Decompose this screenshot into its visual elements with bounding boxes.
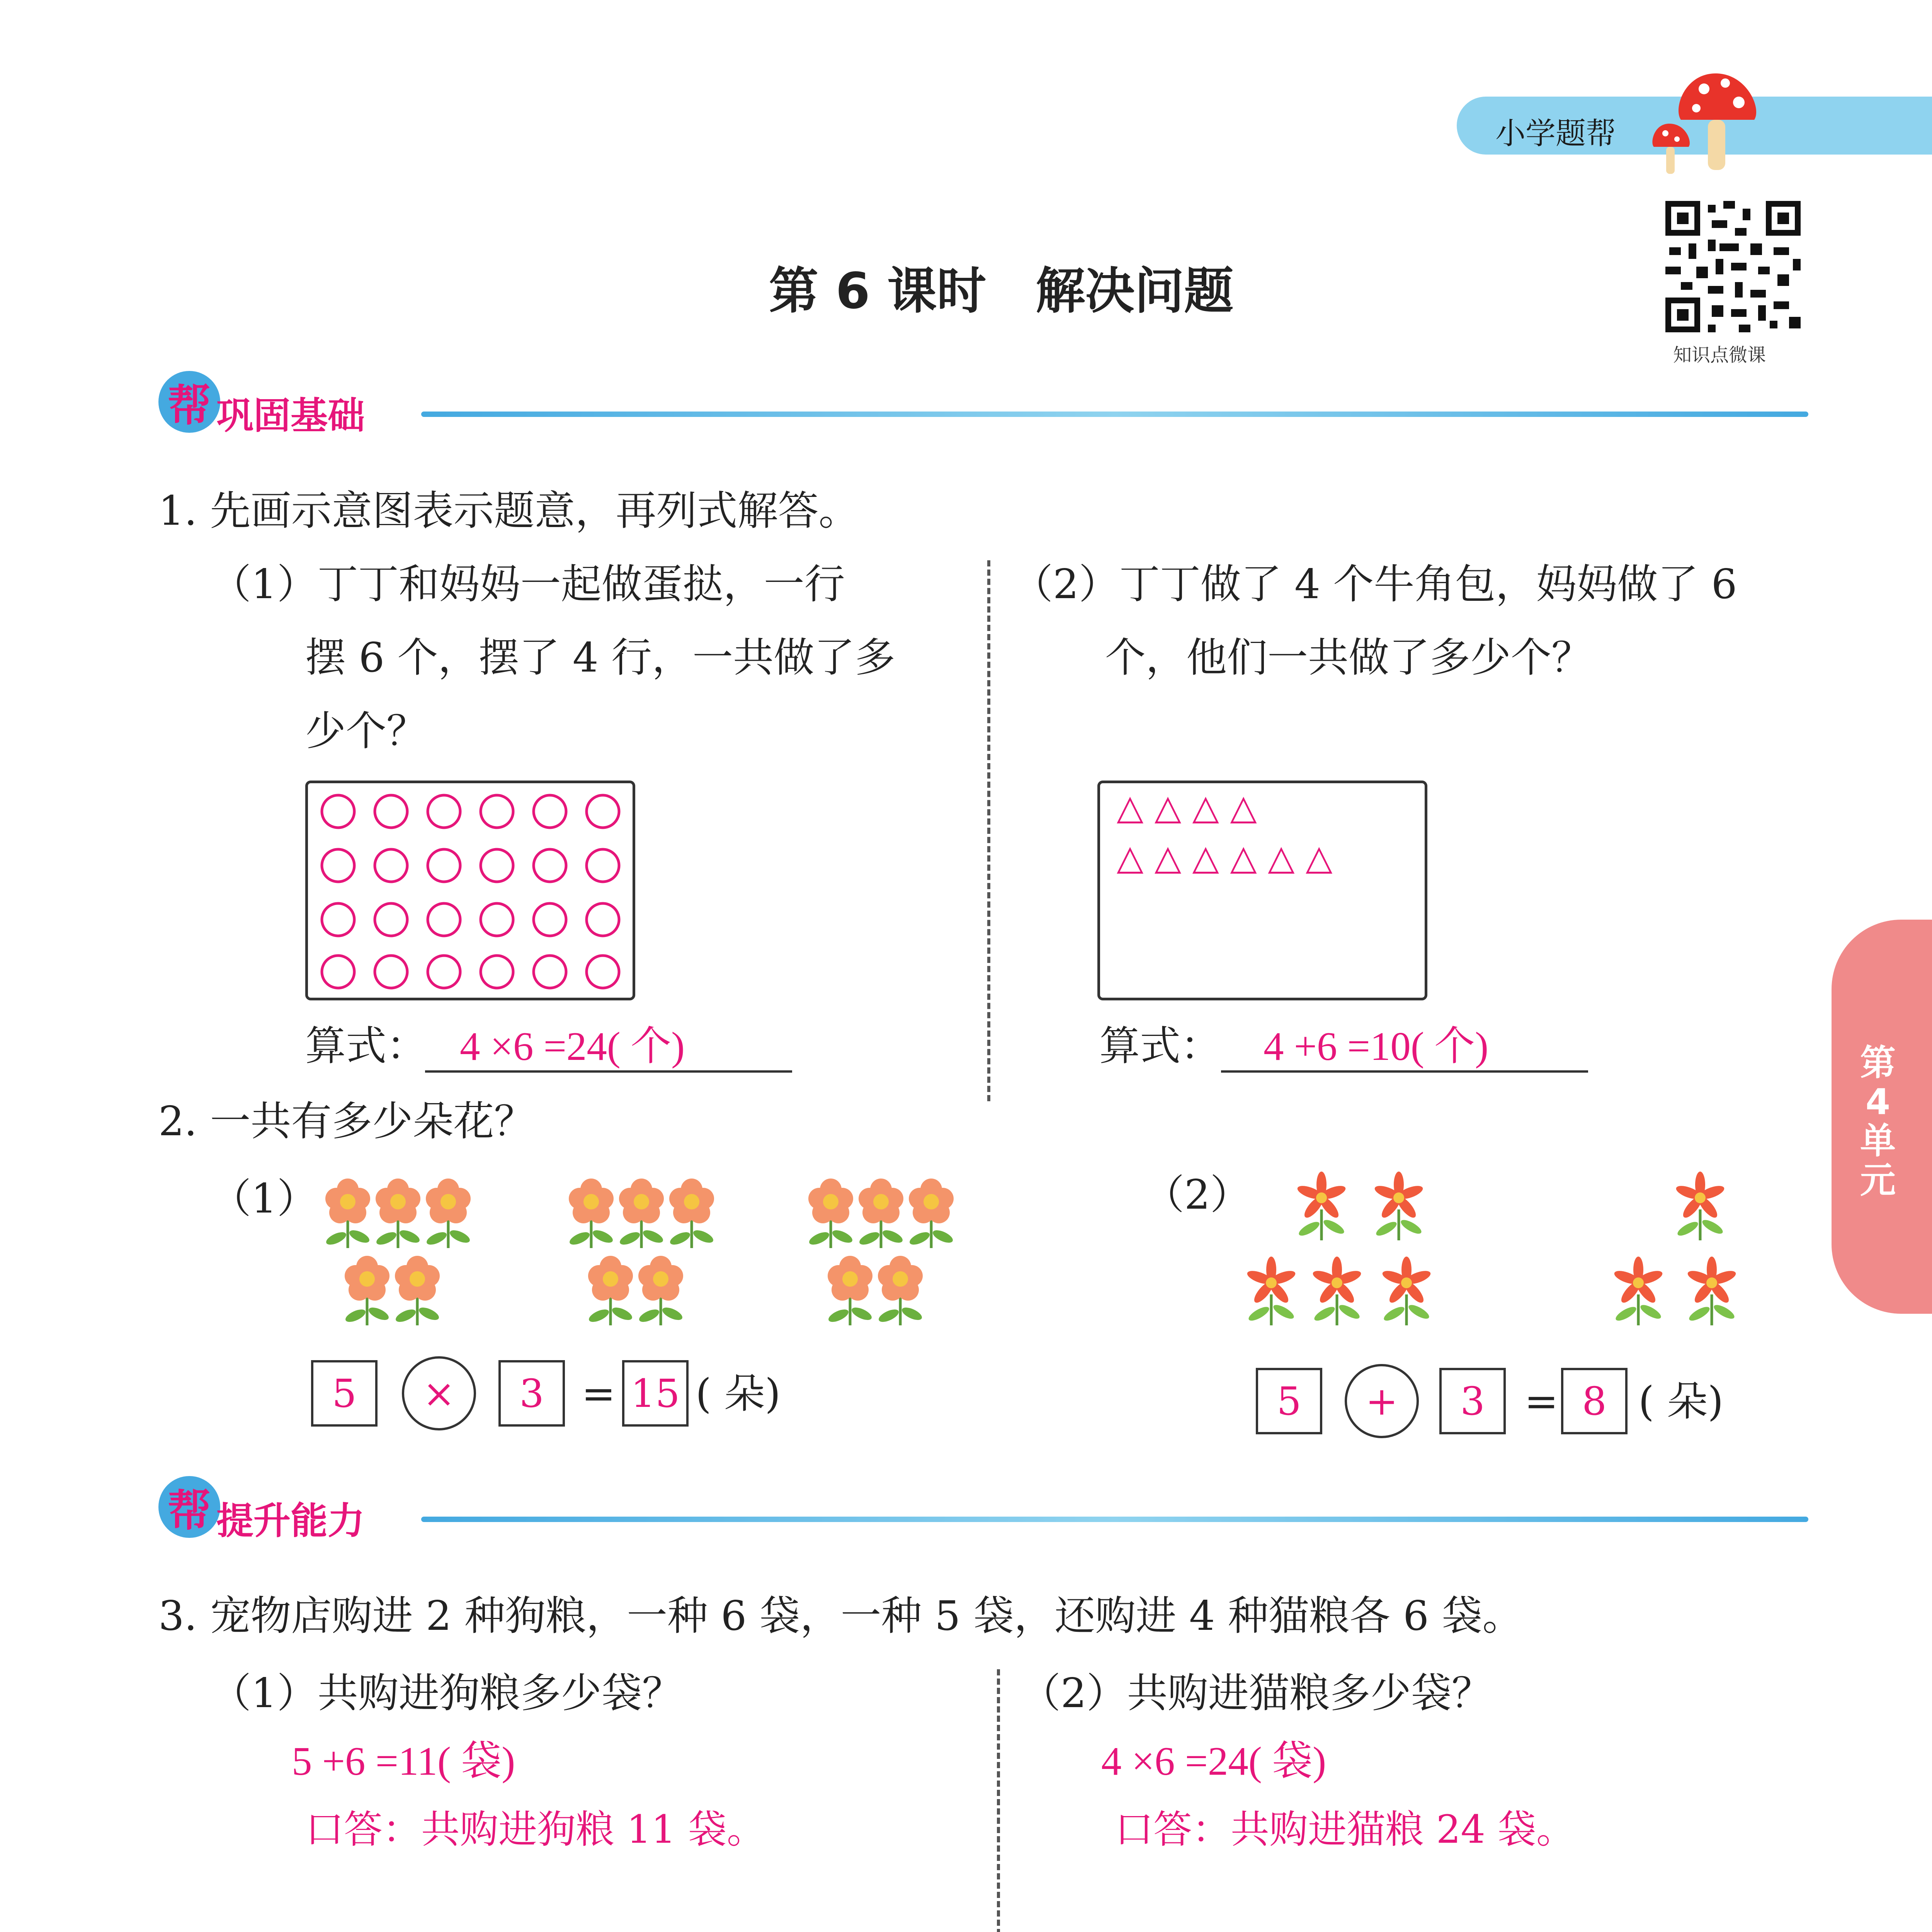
q3-p2-question: （2）共购进猫粮多少袋？: [1020, 1670, 1492, 1717]
divider: [997, 1669, 1000, 1932]
q2-p2-unit: ( 朵): [1638, 1378, 1724, 1425]
page-title: 第 6 课时 解决问题: [769, 262, 1234, 320]
q2-p2-label: （2）: [1144, 1171, 1251, 1218]
section-rule: [421, 1517, 1808, 1522]
divider: [987, 560, 990, 1101]
section-badge-char: 帮: [168, 380, 211, 431]
q2-p1-a: 5: [332, 1371, 357, 1416]
q1-p2-answer-line: [1221, 1070, 1588, 1073]
q1-p2-formula-label: 算式：: [1099, 1022, 1221, 1070]
q1-p2-triangles-row1: △ △ △ △: [1117, 787, 1257, 828]
q1-p1-formula-label: 算式：: [305, 1022, 427, 1070]
section-rule: [421, 412, 1808, 417]
q1-p2-formula: 4 +6 =10( 个): [1264, 1024, 1489, 1069]
q1-p1-line1: （1）丁丁和妈妈一起做蛋挞，一行: [211, 561, 845, 608]
section-title-advanced: 提升能力: [216, 1499, 365, 1543]
q3-p2-answer: 口答：共购进猫粮 24 袋。: [1115, 1807, 1575, 1852]
q1-stem: 1. 先画示意图表示题意，再列式解答。: [158, 487, 859, 534]
q3-stem: 3. 宠物店购进 2 种狗粮，一种 6 袋，一种 5 袋，还购进 4 种猫粮各 6 袋。: [158, 1592, 1523, 1639]
q2-p2-b: 3: [1460, 1378, 1485, 1424]
q2-p1-label: （1）: [211, 1175, 318, 1222]
q2-p1-b: 3: [519, 1371, 544, 1416]
q2-p1-box-result: [622, 1360, 689, 1427]
q2-p2-result: 8: [1582, 1378, 1607, 1424]
q2-p2-a: 5: [1277, 1378, 1301, 1424]
q1-p1-circles: [305, 781, 635, 1000]
q2-p1-box-a: [311, 1360, 378, 1427]
section-title-basic: 巩固基础: [216, 394, 365, 437]
q2-p2-op: +: [1366, 1378, 1398, 1424]
mushroom-icon: [1642, 66, 1781, 182]
q1-p1-formula: 4 ×6 =24( 个): [460, 1024, 685, 1069]
qr-code-icon[interactable]: [1662, 197, 1804, 336]
q2-p2-box-a: [1256, 1368, 1322, 1434]
q1-p1-answer-line: [425, 1070, 792, 1073]
flower-groups-left: [305, 1167, 993, 1329]
q2-stem: 2. 一共有多少朵花？: [158, 1098, 535, 1145]
q1-p2-line1: （2）丁丁做了 4 个牛角包，妈妈做了 6: [1012, 561, 1737, 608]
q3-p1-question: （1）共购进狗粮多少袋？: [211, 1670, 683, 1717]
flower-groups-right: [1236, 1159, 1777, 1337]
q2-p2-box-result: [1561, 1368, 1628, 1434]
q3-p2-calc: 4 ×6 =24( 袋): [1101, 1738, 1327, 1784]
q2-p2-equals: =: [1524, 1378, 1558, 1425]
q1-p2-triangles-row2: △ △ △ △ △ △: [1117, 837, 1333, 878]
brand-name: 小学题帮: [1495, 116, 1616, 151]
q2-p1-equals: =: [582, 1370, 616, 1417]
q3-p1-answer: 口答：共购进狗粮 11 袋。: [305, 1807, 765, 1852]
q1-p2-line2: 个，他们一共做了多少个？: [1105, 634, 1592, 681]
q2-p1-op: ×: [423, 1371, 455, 1416]
q2-p1-unit: ( 朵): [696, 1370, 781, 1417]
qr-caption: 知识点微课: [1673, 344, 1766, 366]
section-badge-char: 帮: [168, 1485, 211, 1536]
q2-p2-box-b: [1439, 1368, 1506, 1434]
q1-p1-line2: 摆 6 个，摆了 4 行，一共做了多: [305, 634, 896, 681]
q3-p1-calc: 5 +6 =11( 袋): [292, 1738, 515, 1784]
q2-p2-op-circle: [1345, 1364, 1419, 1438]
q2-p1-result: 15: [631, 1371, 680, 1416]
q2-p1-box-b: [498, 1360, 565, 1427]
q2-p1-op-circle: [402, 1356, 476, 1430]
unit-side-label: 第4单元: [1860, 1042, 1896, 1201]
q1-p1-line3: 少个？: [305, 707, 427, 755]
